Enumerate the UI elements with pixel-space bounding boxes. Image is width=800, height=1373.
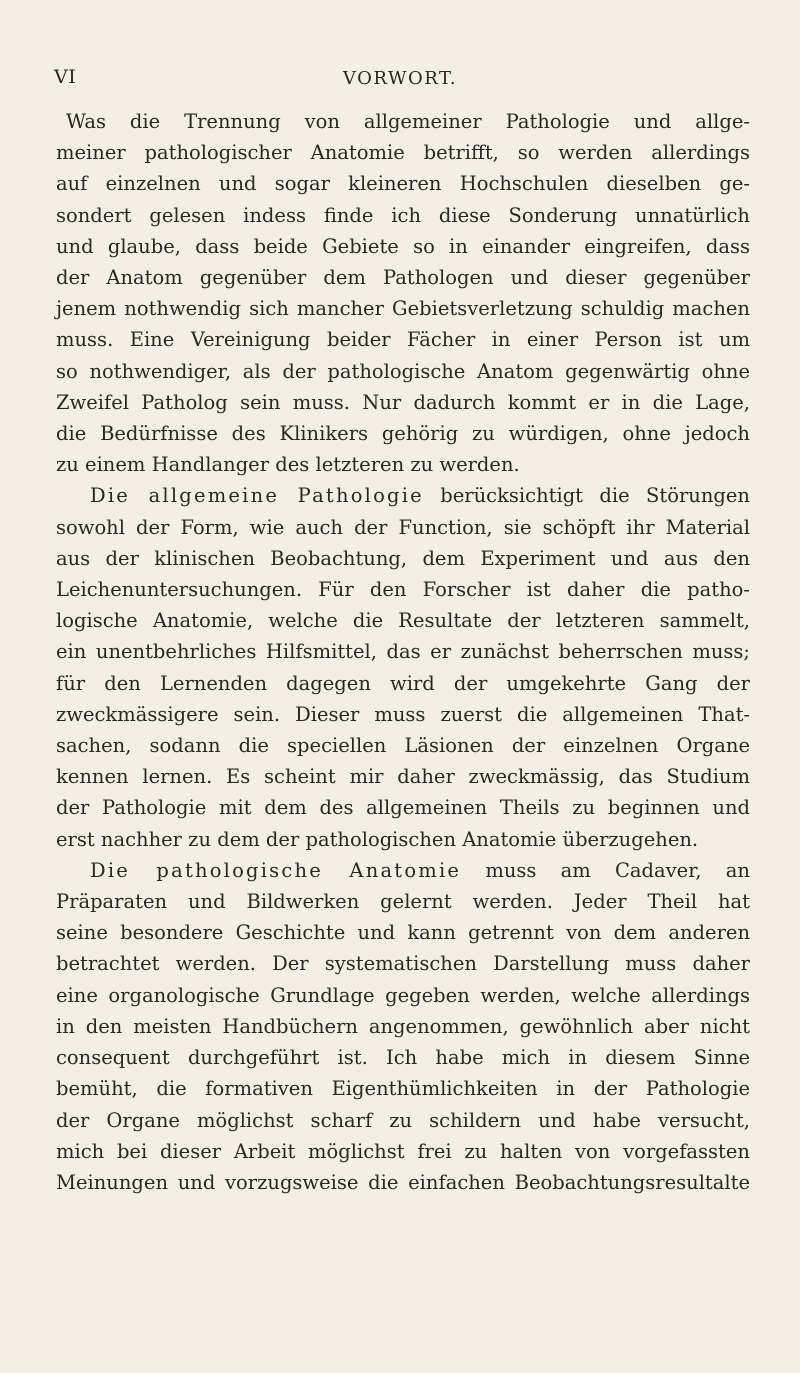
text-line: zu einem Handlanger des letzteren zu werden.	[56, 453, 520, 477]
text-line: die Bedürfnisse des Klinikers gehörig zu würdigen, ohne jedoch	[56, 422, 750, 446]
text-line: muss. Eine Vereinigung beider Fächer in einer Person ist um	[56, 328, 750, 352]
paragraph-1	[56, 106, 750, 480]
text-line	[56, 855, 750, 886]
text-line: sondert gelesen indess finde ich diese Sonderung unnatürlich	[56, 203, 750, 227]
text-line: bemüht, die formativen Eigenthümlichkeiten in der Pathologie	[56, 1077, 750, 1101]
line-continuation: muss am Cadaver, an	[485, 858, 750, 882]
text-line: erst nachher zu dem der pathologischen Anatomie überzugehen.	[56, 827, 699, 851]
text-line: mich bei dieser Arbeit möglichst frei zu halten von vorgefassten	[56, 1139, 750, 1163]
text-line: in den meisten Handbüchern angenommen, gewöhnlich aber nicht	[56, 1014, 750, 1038]
text-line: meiner pathologischer Anatomie betrifft, so werden allerdings	[56, 141, 750, 165]
text-line: für den Lernenden dagegen wird der umgekehrte Gang der	[56, 671, 750, 695]
text-line: Was die Trennung von allgemeiner Pathologie und allge-	[66, 110, 750, 133]
text-line: Meinungen und vorzugsweise die einfachen Beobachtungsresultalte	[56, 1170, 750, 1194]
text-line: ein unentbehrliches Hilfsmittel, das er zunächst beherrschen muss;	[56, 640, 750, 664]
text-line	[56, 480, 750, 511]
text-line: Präparaten und Bildwerken gelernt werden. Jeder Theil hat	[56, 890, 750, 914]
text-line: zweckmässigere sein. Dieser muss zuerst die allgemeinen That-	[56, 702, 750, 726]
text-line: der Pathologie mit dem des allgemeinen Theils zu beginnen und	[56, 796, 750, 820]
paragraph-2	[56, 480, 750, 854]
text-line: Zweifel Patholog sein muss. Nur dadurch kommt er in die Lage,	[56, 390, 750, 414]
text-line: kennen lernen. Es scheint mir daher zweckmässig, das Studium	[56, 765, 750, 789]
text-line: so nothwendiger, als der pathologische Anatom gegenwärtig ohne	[56, 359, 750, 383]
text-line: sachen, sodann die speciellen Läsionen der einzelnen Organe	[56, 734, 750, 758]
text-line: logische Anatomie, welche die Resultate der letzteren sammelt,	[56, 609, 750, 633]
text-line: auf einzelnen und sogar kleineren Hochschulen dieselben ge-	[56, 172, 750, 196]
text-line: eine organologische Grundlage gegeben werden, welche allerdings	[56, 983, 750, 1007]
text-line: seine besondere Geschichte und kann getrennt von dem anderen	[56, 921, 750, 945]
line-continuation: berücksichtigt die Störungen	[440, 484, 750, 508]
spaced-heading-term: Die pathologische Anatomie	[90, 858, 462, 882]
page-number: VI	[54, 66, 77, 88]
text-line: consequent durchgeführt ist. Ich habe mich in diesem Sinne	[56, 1046, 750, 1070]
text-line: jenem nothwendig sich mancher Gebietsverletzung schuldig machen	[56, 297, 750, 321]
text-line: aus der klinischen Beobachtung, dem Experiment und aus den	[56, 546, 750, 570]
text-line: Leichenuntersuchungen. Für den Forscher ist daher die patho-	[56, 578, 750, 602]
paragraph-3	[56, 855, 750, 1198]
text-line: sowohl der Form, wie auch der Function, sie schöpft ihr Material	[56, 515, 750, 539]
running-head: VORWORT.	[342, 68, 458, 89]
text-line: der Organe möglichst scharf zu schildern und habe versucht,	[56, 1108, 750, 1132]
spaced-heading-term: Die allgemeine Pathologie	[90, 484, 424, 508]
body-text	[56, 106, 750, 1198]
text-line: betrachtet werden. Der systematischen Darstellung muss daher	[56, 952, 750, 976]
text-line: und glaube, dass beide Gebiete so in einander eingreifen, dass	[56, 234, 750, 258]
text-line: der Anatom gegenüber dem Pathologen und dieser gegenüber	[56, 266, 750, 290]
